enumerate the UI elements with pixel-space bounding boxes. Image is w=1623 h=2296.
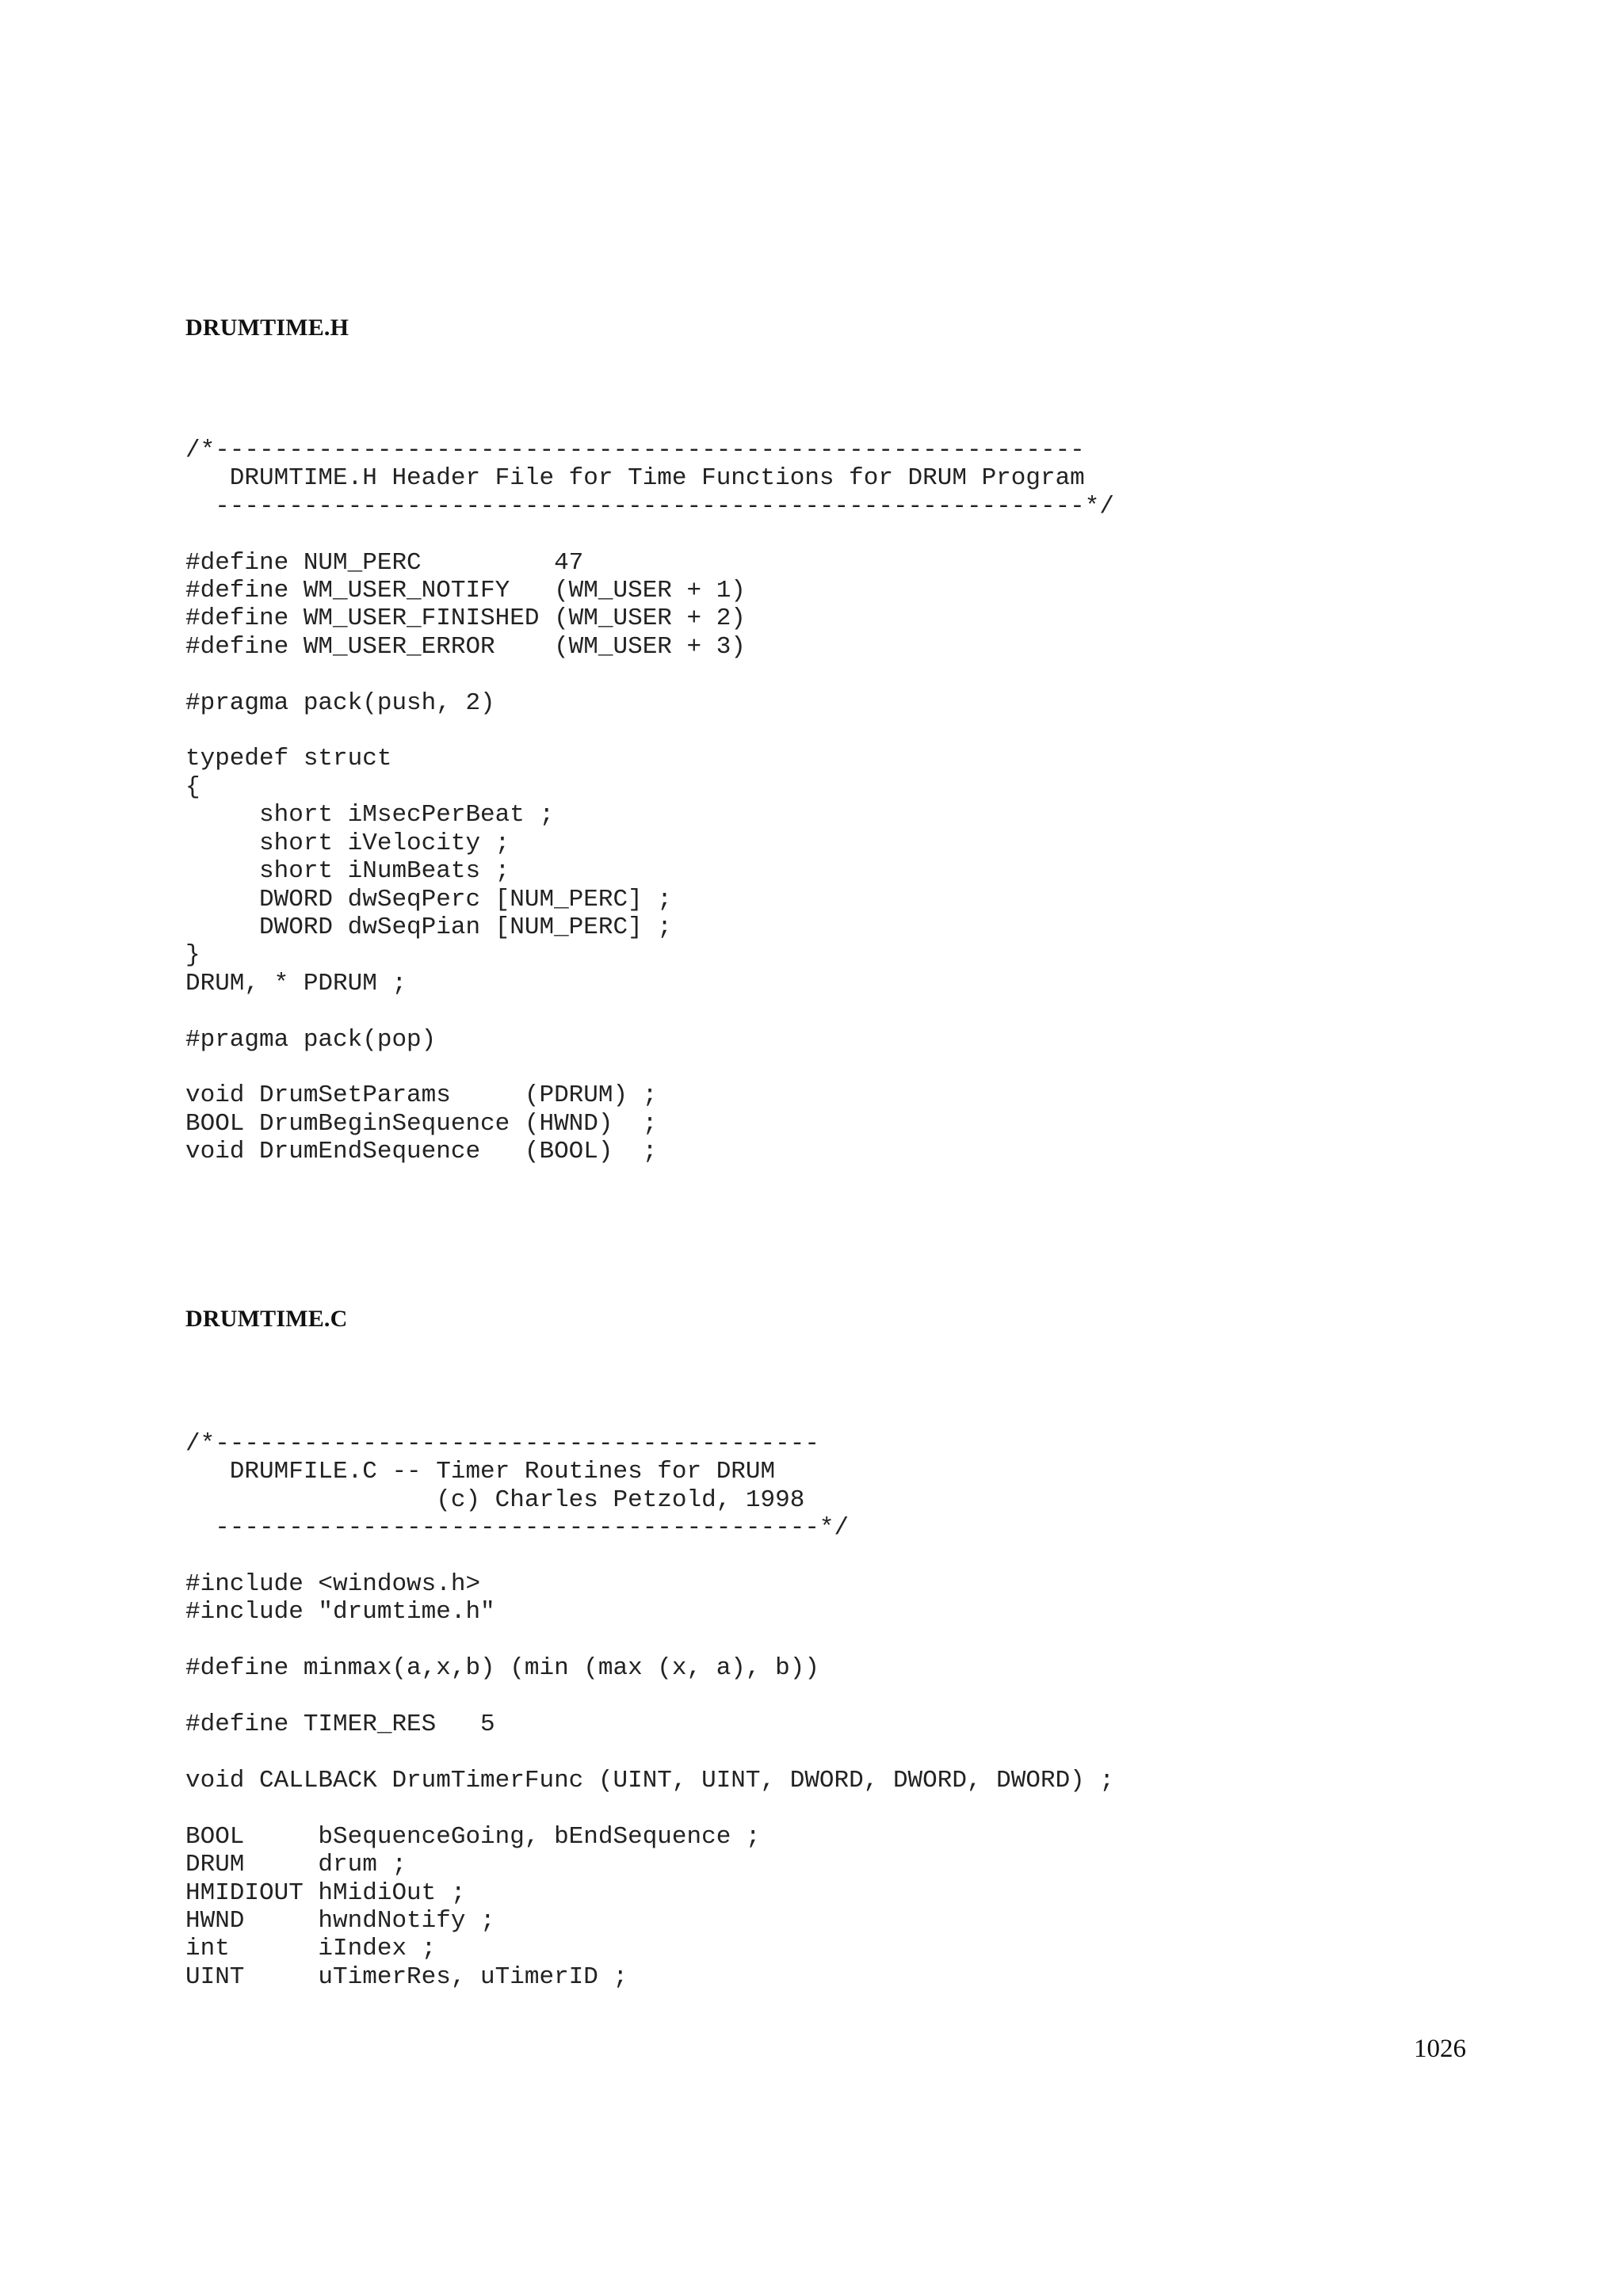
section-heading-drumtime-c: DRUMTIME.C bbox=[185, 1306, 348, 1332]
page-number: 1026 bbox=[1414, 2035, 1466, 2063]
code-listing-drumtime-c: /*----------------------------------------- DRUMFILE.C -- Timer Routines for DRUM (c) Charles Petzold, 1998 -----------------------------------------*/ #include <windows.h> #include "drumtime.h" #define minmax(a,x,b) (min (max (x, a), b)) #define TIMER_RES 5 void CALLBACK DrumTimerFunc (UINT, UINT, DWORD, DWORD, DWORD) ; BOOL bSequenceGoing, bEndSequence ; DRUM drum ; HMIDIOUT hMidiOut ; HWND hwndNotify ; int iIndex ; UINT uTimerRes, uTimerID ; bbox=[185, 1430, 1114, 1991]
section-heading-drumtime-h: DRUMTIME.H bbox=[185, 315, 349, 341]
code-listing-drumtime-h: /*----------------------------------------------------------- DRUMTIME.H Header File for Time Functions for DRUM Program -----------------------------------------------------------*/ #define NUM_PERC 47 #define WM_USER_NOTIFY (WM_USER + 1) #define WM_USER_FINISHED (WM_USER + 2) #define WM_USER_ERROR (WM_USER + 3) #pragma pack(push, 2) typedef struct { short iMsecPerBeat ; short iVelocity ; short iNumBeats ; DWORD dwSeqPerc [NUM_PERC] ; DWORD dwSeqPian [NUM_PERC] ; } DRUM, * PDRUM ; #pragma pack(pop) void DrumSetParams (PDRUM) ; BOOL DrumBeginSequence (HWND) ; void DrumEndSequence (BOOL) ; bbox=[185, 437, 1114, 1166]
